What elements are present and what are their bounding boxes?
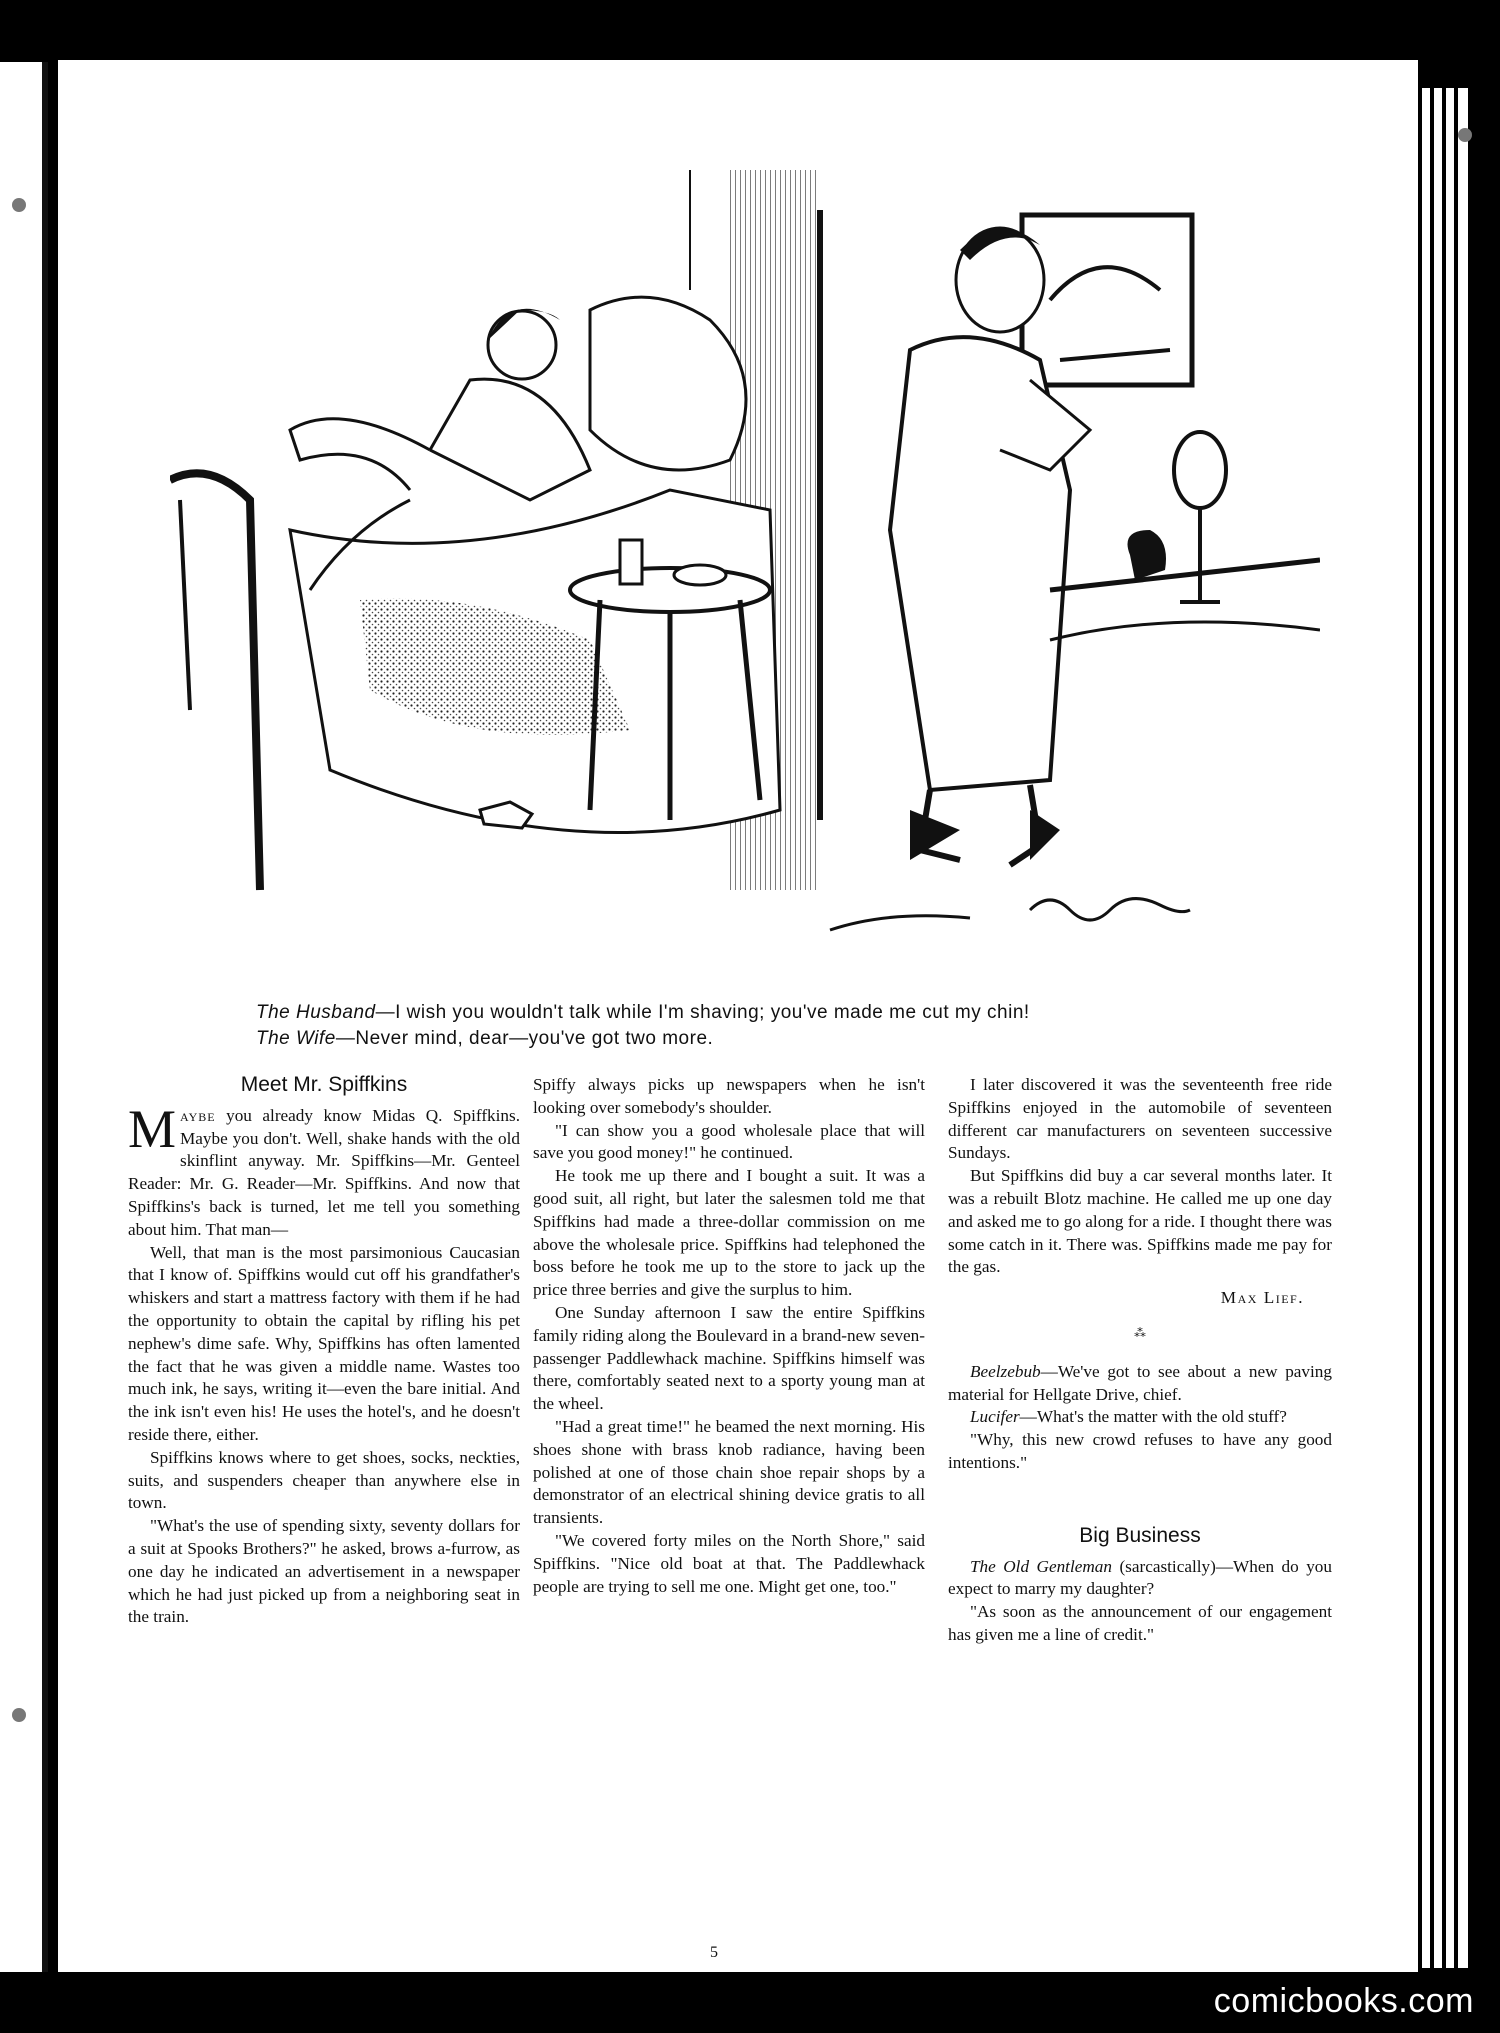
joke-line bbox=[948, 1361, 1332, 1407]
caption-line: —I wish you wouldn't talk while I'm shaving; you've made me cut my chin! bbox=[375, 1002, 1030, 1023]
page-stack-edge bbox=[1422, 88, 1430, 1968]
big-business-title: Big Business bbox=[1079, 1523, 1201, 1547]
article-paragraph: I later discovered it was the seventeenth free ride Spiffkins enjoyed in the automobile of seventeen different car manufacturers on seventeen successive Sundays. bbox=[948, 1075, 1332, 1163]
joke-line bbox=[948, 1406, 1332, 1429]
joke-text: —We've got to see about a new paving material for Hellgate Drive, chief. bbox=[948, 1361, 1332, 1404]
article-paragraph bbox=[128, 1098, 520, 1242]
article-column-1 bbox=[128, 1074, 520, 1629]
article-paragraph: "Had a great time!" he beamed the next morning. His shoes shone with brass knob radiance, having been polished at one of those chain shoe repair shops by a demonstrator of an electrical shining device gratis to all transients. bbox=[533, 1416, 925, 1528]
artist-signature bbox=[830, 899, 1190, 930]
caption-speaker: The Wife bbox=[256, 1028, 336, 1049]
caption-speaker: The Husband bbox=[256, 1002, 376, 1023]
article-column-3 bbox=[948, 1074, 1332, 1647]
article-paragraph: One Sunday afternoon I saw the entire Spiffkins family riding along the Boulevard in a brand-new seven-passenger Paddlewhack machine. Spiffkins himself was there, comfortably seated next to a sporty young man at the wheel. bbox=[533, 1302, 925, 1414]
article-paragraph: "What's the use of spending sixty, seventy dollars for a suit at Spooks Brothers?" he asked, brows a-furrow, as one day he indicated an advertisement in a newspaper which he had just picked up from a neighboring seat in the train. bbox=[128, 1516, 520, 1627]
page-stack-edge bbox=[1458, 88, 1468, 1968]
cartoon-caption bbox=[256, 1000, 1296, 1052]
cartoon-illustration bbox=[170, 170, 1320, 990]
joke-speaker: Beelzebub bbox=[970, 1361, 1041, 1381]
drop-cap: M bbox=[128, 1098, 177, 1159]
article-paragraph: Spiffkins knows where to get shoes, socks, neckties, suits, and suspenders cheaper than anywhere else in town. bbox=[128, 1447, 520, 1513]
joke-line bbox=[948, 1556, 1332, 1602]
article-paragraph: Well, that man is the most parsimonious Caucasian that I know of. Spiffkins would cut off his grandfather's whiskers and start a mattress factory with them if he had the opportunity to obtain the capital by rifling his pet nephew's dime safe. Why, Spiffkins has often lamented the fact that he was given a middle name. Wastes too much ink, he says, writing it—even the bare initial. And the ink isn't even his! He uses the hotel's, and he doesn't reside there, either. bbox=[128, 1242, 520, 1444]
author-byline: Max Lief. bbox=[1220, 1288, 1304, 1308]
page-stack-edge bbox=[1434, 88, 1442, 1968]
caption-line: —Never mind, dear—you've got two more. bbox=[335, 1028, 714, 1049]
facing-page-edge bbox=[0, 62, 48, 1972]
article-title: Meet Mr. Spiffkins bbox=[240, 1073, 408, 1096]
article-paragraph: Spiffy always picks up newspapers when he isn't looking over somebody's shoulder. bbox=[533, 1075, 925, 1117]
lead-word: aybe bbox=[180, 1105, 216, 1125]
joke-text: —What's the matter with the old stuff? bbox=[1019, 1407, 1287, 1427]
binding-hole bbox=[12, 1708, 26, 1722]
joke-line: "As soon as the announcement of our engagement has given me a line of credit." bbox=[948, 1602, 1332, 1644]
article-paragraph: But Spiffkins did buy a car several months later. It was a rebuilt Blotz machine. He called me up one day and asked me to go along for a ride. I thought there was some catch in it. There was. Spiffkins made me pay for the gas. bbox=[948, 1166, 1332, 1277]
article-paragraph: He took me up there and I bought a suit. It was a good suit, all right, but later the salesmen told me that Spiffkins had made a three-dollar commission on me above the wholesale price. Spiffkins had telephoned the boss before he took me up to the store to jack up the price three berries and give the surplus to him. bbox=[533, 1166, 925, 1300]
page-stack-edge bbox=[1446, 88, 1454, 1968]
article-paragraph: "I can show you a good wholesale place that will save you good money!" he continued. bbox=[533, 1120, 925, 1163]
joke-line: "Why, this new crowd refuses to have any good intentions." bbox=[948, 1430, 1332, 1472]
page-number: 5 bbox=[710, 1944, 718, 1961]
joke-speaker: Lucifer bbox=[970, 1407, 1020, 1427]
joke-speaker: The Old Gentleman bbox=[970, 1556, 1112, 1576]
binding-hole bbox=[12, 198, 26, 212]
article-column-2 bbox=[533, 1074, 925, 1598]
section-separator: ⁂ bbox=[1134, 1325, 1146, 1340]
paragraph-text: you already know Midas Q. Spiffkins. Maybe you don't. Well, shake hands with the old skinflint anyway. Mr. Spiffkins—Mr. Genteel Reader: Mr. G. Reader—Mr. Spiffkins. And now that Spiffkins's back is turned, let me tell you something about him. That man— bbox=[128, 1105, 520, 1239]
binding-hole bbox=[1458, 128, 1472, 142]
joke-text: (sarcastically)—When do you expect to marry my daughter? bbox=[948, 1556, 1332, 1599]
site-watermark: comicbooks.com bbox=[1213, 1982, 1474, 2020]
dresser bbox=[1050, 432, 1320, 640]
husband-figure bbox=[890, 228, 1090, 865]
article-paragraph: "We covered forty miles on the North Shore," said Spiffkins. "Nice old boat at that. The Paddlewhack people are trying to sell me one. Might get one, too." bbox=[533, 1530, 925, 1596]
